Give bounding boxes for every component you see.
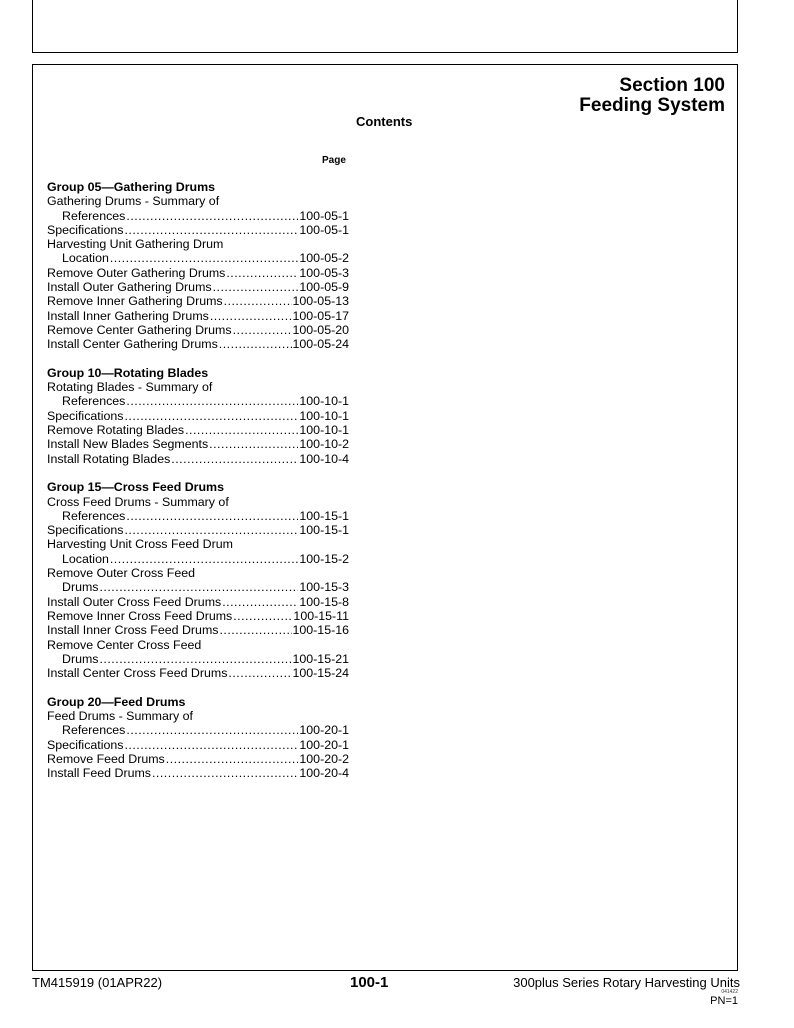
- toc-entry-label: Install Rotating Blades: [47, 451, 171, 466]
- dot-leader: [110, 552, 299, 566]
- dot-leader: [210, 309, 292, 323]
- footer-pn: PN=1: [710, 995, 738, 1007]
- toc-entry-page: 100-15-3: [299, 580, 349, 595]
- toc-entry-label: Install New Blades Segments: [47, 437, 209, 452]
- toc-entry-label: Specifications: [47, 737, 124, 752]
- toc-entry-page: 100-05-20: [292, 322, 349, 337]
- toc-entry-title-line: Rotating Blades - Summary of: [47, 380, 213, 395]
- dot-leader: [219, 337, 292, 351]
- group-title: Group 10—Rotating Blades: [47, 365, 209, 380]
- toc-entry[interactable]: [47, 595, 349, 609]
- toc-entry-label: References: [62, 208, 126, 223]
- dot-leader: [219, 623, 291, 637]
- toc-entry[interactable]: [47, 766, 349, 780]
- toc-entry[interactable]: [47, 437, 349, 451]
- toc-entry-label: Install Inner Gathering Drums: [47, 308, 209, 323]
- toc-entry-title-line: Harvesting Unit Gathering Drum: [47, 237, 224, 252]
- toc-entry[interactable]: [47, 609, 349, 623]
- toc-entry-page: 100-10-2: [299, 437, 349, 452]
- toc-entry[interactable]: [47, 423, 349, 437]
- toc-entry-label: Install Outer Gathering Drums: [47, 280, 212, 295]
- group-title: Group 05—Gathering Drums: [47, 180, 215, 194]
- section-name: Feeding System: [579, 95, 725, 116]
- toc-entry-label: Remove Center Gathering Drums: [47, 322, 232, 337]
- toc-entry-page: 100-15-16: [292, 623, 349, 638]
- toc-group: [47, 180, 349, 352]
- toc-entry-label: Install Center Cross Feed Drums: [47, 666, 228, 681]
- toc-entry-label: Remove Outer Gathering Drums: [47, 265, 226, 280]
- toc-entry-page: 100-10-1: [299, 408, 349, 423]
- toc-entry-page: 100-15-8: [299, 594, 349, 609]
- dot-leader: [233, 323, 292, 337]
- toc-entry-page: 100-10-1: [299, 394, 349, 409]
- toc-entry-page: 100-10-1: [299, 423, 349, 438]
- toc-entry[interactable]: [47, 323, 349, 337]
- toc-entry[interactable]: [47, 280, 349, 294]
- toc-entry[interactable]: [47, 509, 349, 523]
- toc-entry[interactable]: [47, 652, 349, 666]
- dot-leader: [124, 738, 298, 752]
- toc-entry[interactable]: [47, 266, 349, 280]
- toc-entry-label: Remove Rotating Blades: [47, 423, 185, 438]
- toc-entry-label: Specifications: [47, 408, 124, 423]
- page-column-label: Page: [322, 155, 346, 166]
- table-of-contents: [47, 180, 349, 795]
- toc-entry-label: Install Outer Cross Feed Drums: [47, 594, 222, 609]
- toc-entry-label: Install Center Gathering Drums: [47, 337, 218, 352]
- dot-leader: [126, 394, 298, 408]
- toc-entry-page: 100-05-24: [292, 337, 349, 352]
- toc-entry[interactable]: [47, 409, 349, 423]
- top-page-frame: [32, 0, 738, 53]
- dot-leader: [166, 752, 299, 766]
- toc-entry-label: Remove Inner Cross Feed Drums: [47, 608, 233, 623]
- toc-entry-label: Install Feed Drums: [47, 766, 151, 781]
- dot-leader: [126, 723, 298, 737]
- toc-entry[interactable]: [47, 294, 349, 308]
- section-title: [579, 76, 725, 116]
- toc-entry[interactable]: [47, 738, 349, 752]
- toc-group: [47, 695, 349, 781]
- dot-leader: [99, 652, 291, 666]
- toc-entry-label: Specifications: [47, 222, 124, 237]
- toc-entry[interactable]: [47, 223, 349, 237]
- toc-entry-title-line: Feed Drums - Summary of: [47, 708, 193, 723]
- toc-entry-label: References: [62, 723, 126, 738]
- toc-entry[interactable]: [47, 623, 349, 637]
- dot-leader: [233, 609, 292, 623]
- dot-leader: [171, 452, 298, 466]
- dot-leader: [126, 509, 298, 523]
- dot-leader: [110, 251, 299, 265]
- toc-entry-label: References: [62, 394, 126, 409]
- toc-entry[interactable]: [47, 209, 349, 223]
- toc-entry-page: 100-15-21: [292, 651, 349, 666]
- dot-leader: [124, 523, 298, 537]
- group-title: Group 15—Cross Feed Drums: [47, 480, 224, 495]
- footer-manual-id: TM415919 (01APR22): [32, 975, 163, 990]
- toc-entry-page: 100-15-2: [299, 551, 349, 566]
- toc-entry-page: 100-05-1: [299, 208, 349, 223]
- dot-leader: [222, 595, 298, 609]
- toc-entry-label: Location: [62, 551, 109, 566]
- toc-entry-label: Remove Inner Gathering Drums: [47, 294, 223, 309]
- footer-manual-title: 300plus Series Rotary Harvesting Units: [513, 975, 740, 990]
- toc-entry[interactable]: [47, 666, 349, 680]
- dot-leader: [213, 280, 299, 294]
- toc-entry[interactable]: [47, 523, 349, 537]
- toc-entry-page: 100-20-1: [299, 723, 349, 738]
- toc-entry-page: 100-15-1: [299, 508, 349, 523]
- toc-entry-title-line: Harvesting Unit Cross Feed Drum: [47, 537, 233, 552]
- contents-heading: Contents: [356, 114, 413, 129]
- toc-entry-page: 100-20-4: [299, 766, 349, 781]
- dot-leader: [99, 580, 298, 594]
- toc-entry-page: 100-10-4: [299, 451, 349, 466]
- dot-leader: [226, 266, 298, 280]
- toc-entry-page: 100-05-17: [292, 308, 349, 323]
- toc-group: [47, 480, 349, 680]
- toc-entry[interactable]: [47, 752, 349, 766]
- toc-entry[interactable]: [47, 337, 349, 351]
- toc-entry-page: 100-20-2: [299, 751, 349, 766]
- toc-entry[interactable]: [47, 452, 349, 466]
- toc-entry[interactable]: [47, 723, 349, 737]
- toc-entry-title-line: Gathering Drums - Summary of: [47, 194, 220, 209]
- toc-entry[interactable]: [47, 580, 349, 594]
- toc-entry-label: Install Inner Cross Feed Drums: [47, 623, 219, 638]
- toc-entry-label: Remove Feed Drums: [47, 751, 165, 766]
- toc-entry-page: 100-05-13: [292, 294, 349, 309]
- dot-leader: [124, 223, 298, 237]
- toc-entry-page: 100-15-24: [292, 666, 349, 681]
- dot-leader: [124, 409, 298, 423]
- toc-entry-page: 100-15-11: [293, 608, 349, 623]
- footer-page-number: 100-1: [350, 974, 389, 991]
- toc-entry-page: 100-05-3: [299, 265, 349, 280]
- toc-entry-title-line: Remove Center Cross Feed: [47, 637, 202, 652]
- dot-leader: [209, 437, 298, 451]
- group-title: Group 20—Feed Drums: [47, 694, 186, 709]
- toc-entry-label: Drums: [62, 580, 99, 595]
- toc-entry-title-line: Cross Feed Drums - Summary of: [47, 494, 229, 509]
- toc-entry-page: 100-05-2: [299, 251, 349, 266]
- toc-entry-label: Drums: [62, 651, 99, 666]
- toc-entry[interactable]: [47, 394, 349, 408]
- dot-leader: [185, 423, 298, 437]
- footer-date-code: 041422: [721, 989, 738, 995]
- section-number: Section 100: [619, 75, 725, 96]
- dot-leader: [224, 294, 292, 308]
- toc-entry-label: Location: [62, 251, 109, 266]
- dot-leader: [126, 209, 298, 223]
- toc-entry-page: 100-15-1: [299, 523, 349, 538]
- toc-entry-label: References: [62, 508, 126, 523]
- dot-leader: [152, 766, 298, 780]
- toc-entry-page: 100-05-9: [299, 280, 349, 295]
- toc-entry-title-line: Remove Outer Cross Feed: [47, 566, 196, 581]
- toc-entry[interactable]: [47, 552, 349, 566]
- toc-entry-page: 100-20-1: [299, 737, 349, 752]
- toc-entry-page: 100-05-1: [299, 222, 349, 237]
- toc-entry[interactable]: [47, 309, 349, 323]
- toc-entry[interactable]: [47, 251, 349, 265]
- dot-leader: [228, 666, 291, 680]
- toc-entry-label: Specifications: [47, 523, 124, 538]
- toc-group: [47, 366, 349, 466]
